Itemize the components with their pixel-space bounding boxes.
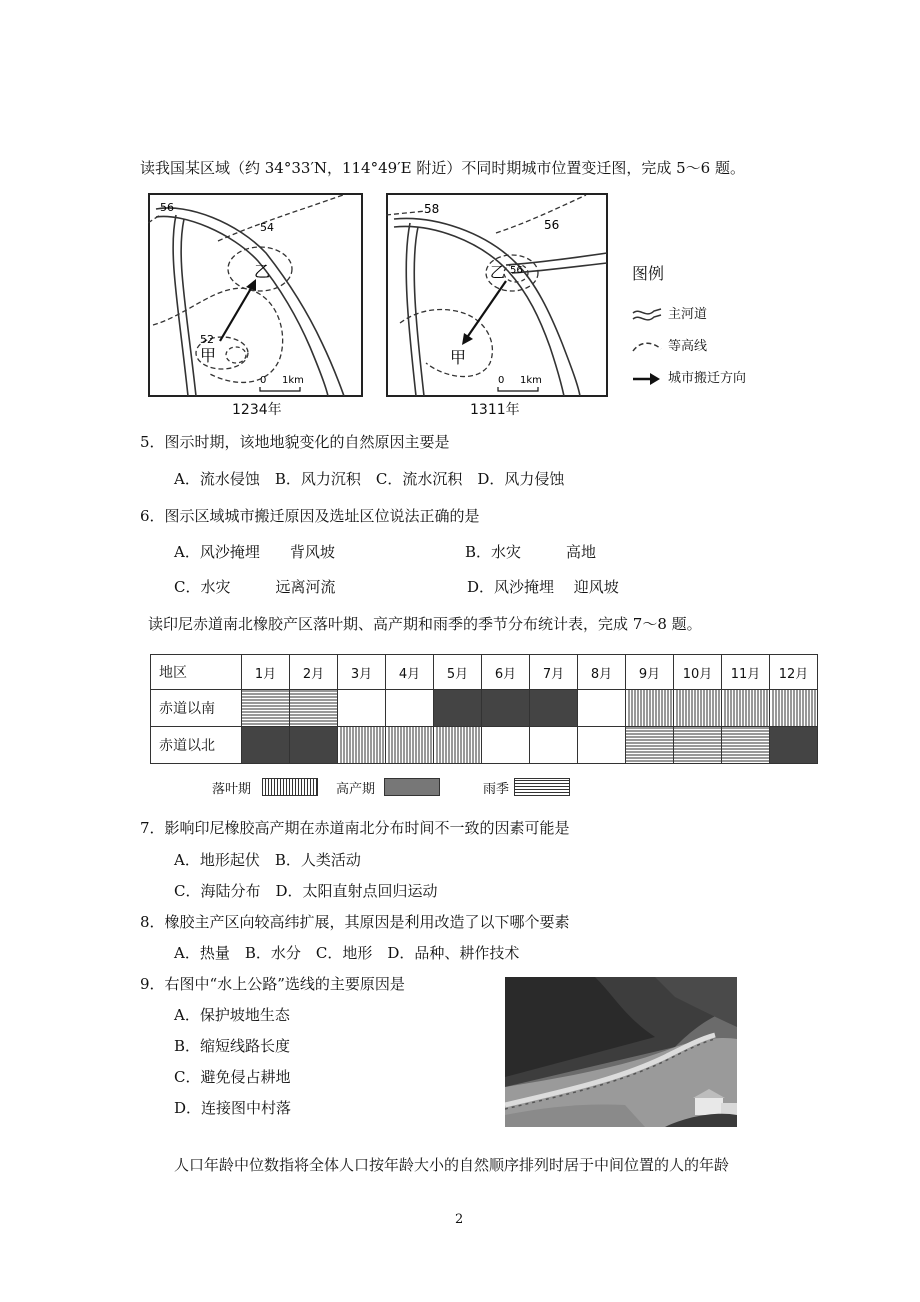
table-header-cell: 5月 — [434, 655, 482, 690]
season-table — [150, 654, 818, 764]
table-header-cell: 3月 — [338, 655, 386, 690]
table-header-cell: 9月 — [626, 655, 674, 690]
legend-rain-swatch — [514, 778, 570, 796]
season-cell-fall — [722, 690, 770, 727]
season-cell-fall — [386, 727, 434, 764]
q6-option-d: D．风沙掩埋 迎风坡 — [467, 578, 619, 596]
intro-text-maps: 读我国某区域（约 34°33′N，114°49′E 附近）不同时期城市位置变迁图，完成 5～6 题。 — [140, 159, 745, 177]
closing-text: 人口年龄中位数指将全体人口按年龄大小的自然顺序排列时居于中间位置的人的年龄 — [174, 1156, 730, 1174]
q7-options-line1: A．地形起伏 B．人类活动 — [174, 851, 361, 869]
q9-stem: 9．右图中“水上公路”选线的主要原因是 — [140, 975, 405, 993]
legend-contour-label: 等高线 — [668, 339, 708, 354]
map-legend — [632, 261, 746, 400]
season-cell-rain — [242, 690, 290, 727]
contour-label: 56 — [160, 201, 174, 214]
contour-label: 56 — [510, 265, 523, 276]
contour-label: 54 — [260, 221, 274, 234]
map-1311-year: 1311年 — [470, 402, 520, 418]
table-header-row — [151, 655, 818, 690]
map-1234 — [148, 193, 363, 418]
q7-stem: 7．影响印尼橡胶高产期在赤道南北分布时间不一致的因素可能是 — [140, 819, 570, 837]
season-cell-peak — [530, 690, 578, 727]
q6-option-b: B．水灾 高地 — [465, 543, 597, 561]
site-label-yi: 乙 — [490, 263, 506, 281]
legend-contour — [632, 336, 746, 368]
season-cell-none — [530, 727, 578, 764]
legend-arrow-label: 城市搬迁方向 — [668, 371, 747, 386]
season-cell-peak — [290, 727, 338, 764]
scale-text: 1km — [520, 375, 542, 386]
legend-arrow — [632, 368, 746, 400]
table-header-cell: 7月 — [530, 655, 578, 690]
season-cell-peak — [434, 690, 482, 727]
q9-option-b: B．缩短线路长度 — [174, 1037, 291, 1055]
table-header-cell: 12月 — [770, 655, 818, 690]
table-header-cell: 1月 — [242, 655, 290, 690]
table-row — [151, 727, 818, 764]
site-label-jia: 甲 — [200, 346, 217, 365]
season-cell-none — [578, 690, 626, 727]
city-relocation-figure — [140, 193, 780, 425]
season-cell-rain — [674, 727, 722, 764]
region-south: 赤道以南 — [151, 690, 242, 727]
map-1311-drawing — [386, 193, 608, 397]
q6-option-c: C．水灾 远离河流 — [174, 578, 336, 596]
q6-option-a: A．风沙掩埋 背风坡 — [174, 543, 335, 561]
legend-river-label: 主河道 — [668, 307, 708, 322]
map-1311 — [386, 193, 608, 418]
map-1234-drawing — [148, 193, 363, 397]
water-highway-photo — [505, 977, 737, 1127]
intro-text-table: 读印尼赤道南北橡胶产区落叶期、高产期和雨季的季节分布统计表，完成 7～8 题。 — [148, 615, 702, 633]
water-highway-image — [505, 977, 737, 1127]
season-cell-peak — [242, 727, 290, 764]
region-north: 赤道以北 — [151, 727, 242, 764]
season-cell-fall — [338, 727, 386, 764]
contour-label: 52 — [200, 333, 214, 346]
q9-option-d: D．连接图中村落 — [174, 1099, 292, 1117]
table-header-cell: 11月 — [722, 655, 770, 690]
season-cell-fall — [674, 690, 722, 727]
legend-peak-swatch — [384, 778, 440, 796]
contour-label: 58 — [424, 202, 440, 216]
season-cell-peak — [770, 727, 818, 764]
legend-river — [632, 304, 746, 336]
arrow-right-icon — [632, 371, 662, 387]
river-symbol-icon — [632, 307, 662, 323]
season-cell-none — [578, 727, 626, 764]
contour-label: 56 — [544, 218, 560, 232]
site-label-jia: 甲 — [450, 348, 467, 367]
table-header-cell: 8月 — [578, 655, 626, 690]
season-cell-fall — [434, 727, 482, 764]
table-header-cell: 地区 — [151, 655, 242, 690]
q9-option-c: C．避免侵占耕地 — [174, 1068, 291, 1086]
contour-symbol-icon — [632, 339, 662, 355]
scale-zero: 0 — [260, 375, 267, 386]
legend-title: 图例 — [632, 264, 665, 283]
map-1234-year: 1234年 — [232, 402, 282, 418]
season-cell-peak — [482, 690, 530, 727]
season-cell-none — [338, 690, 386, 727]
q7-options-line2: C．海陆分布 D．太阳直射点回归运动 — [174, 882, 438, 900]
season-cell-rain — [290, 690, 338, 727]
scale-zero: 0 — [498, 375, 505, 386]
legend-fall-swatch — [262, 778, 318, 796]
legend-fall-label: 落叶期 — [212, 782, 252, 797]
table-header-cell: 2月 — [290, 655, 338, 690]
season-cell-none — [482, 727, 530, 764]
table-header-cell: 6月 — [482, 655, 530, 690]
season-cell-fall — [770, 690, 818, 727]
table-header-cell: 10月 — [674, 655, 722, 690]
q8-stem: 8．橡胶主产区向较高纬扩展，其原因是利用改造了以下哪个要素 — [140, 913, 570, 931]
q5-stem: 5．图示时期，该地地貌变化的自然原因主要是 — [140, 433, 450, 451]
legend-rain-label: 雨季 — [483, 782, 510, 797]
q9-option-a: A．保护坡地生态 — [174, 1006, 290, 1024]
season-cell-rain — [626, 727, 674, 764]
site-label-yi: 乙 — [254, 262, 271, 281]
season-cell-fall — [626, 690, 674, 727]
page-number: 2 — [455, 1212, 464, 1227]
q5-options: A．流水侵蚀 B．风力沉积 C．流水沉积 D．风力侵蚀 — [174, 470, 565, 488]
season-cell-none — [386, 690, 434, 727]
table-row — [151, 690, 818, 727]
q8-options: A．热量 B．水分 C．地形 D．品种、耕作技术 — [174, 944, 520, 962]
scale-text: 1km — [282, 375, 304, 386]
table-header-cell: 4月 — [386, 655, 434, 690]
legend-peak-label: 高产期 — [336, 782, 376, 797]
season-cell-rain — [722, 727, 770, 764]
q6-stem: 6．图示区域城市搬迁原因及选址区位说法正确的是 — [140, 507, 480, 525]
